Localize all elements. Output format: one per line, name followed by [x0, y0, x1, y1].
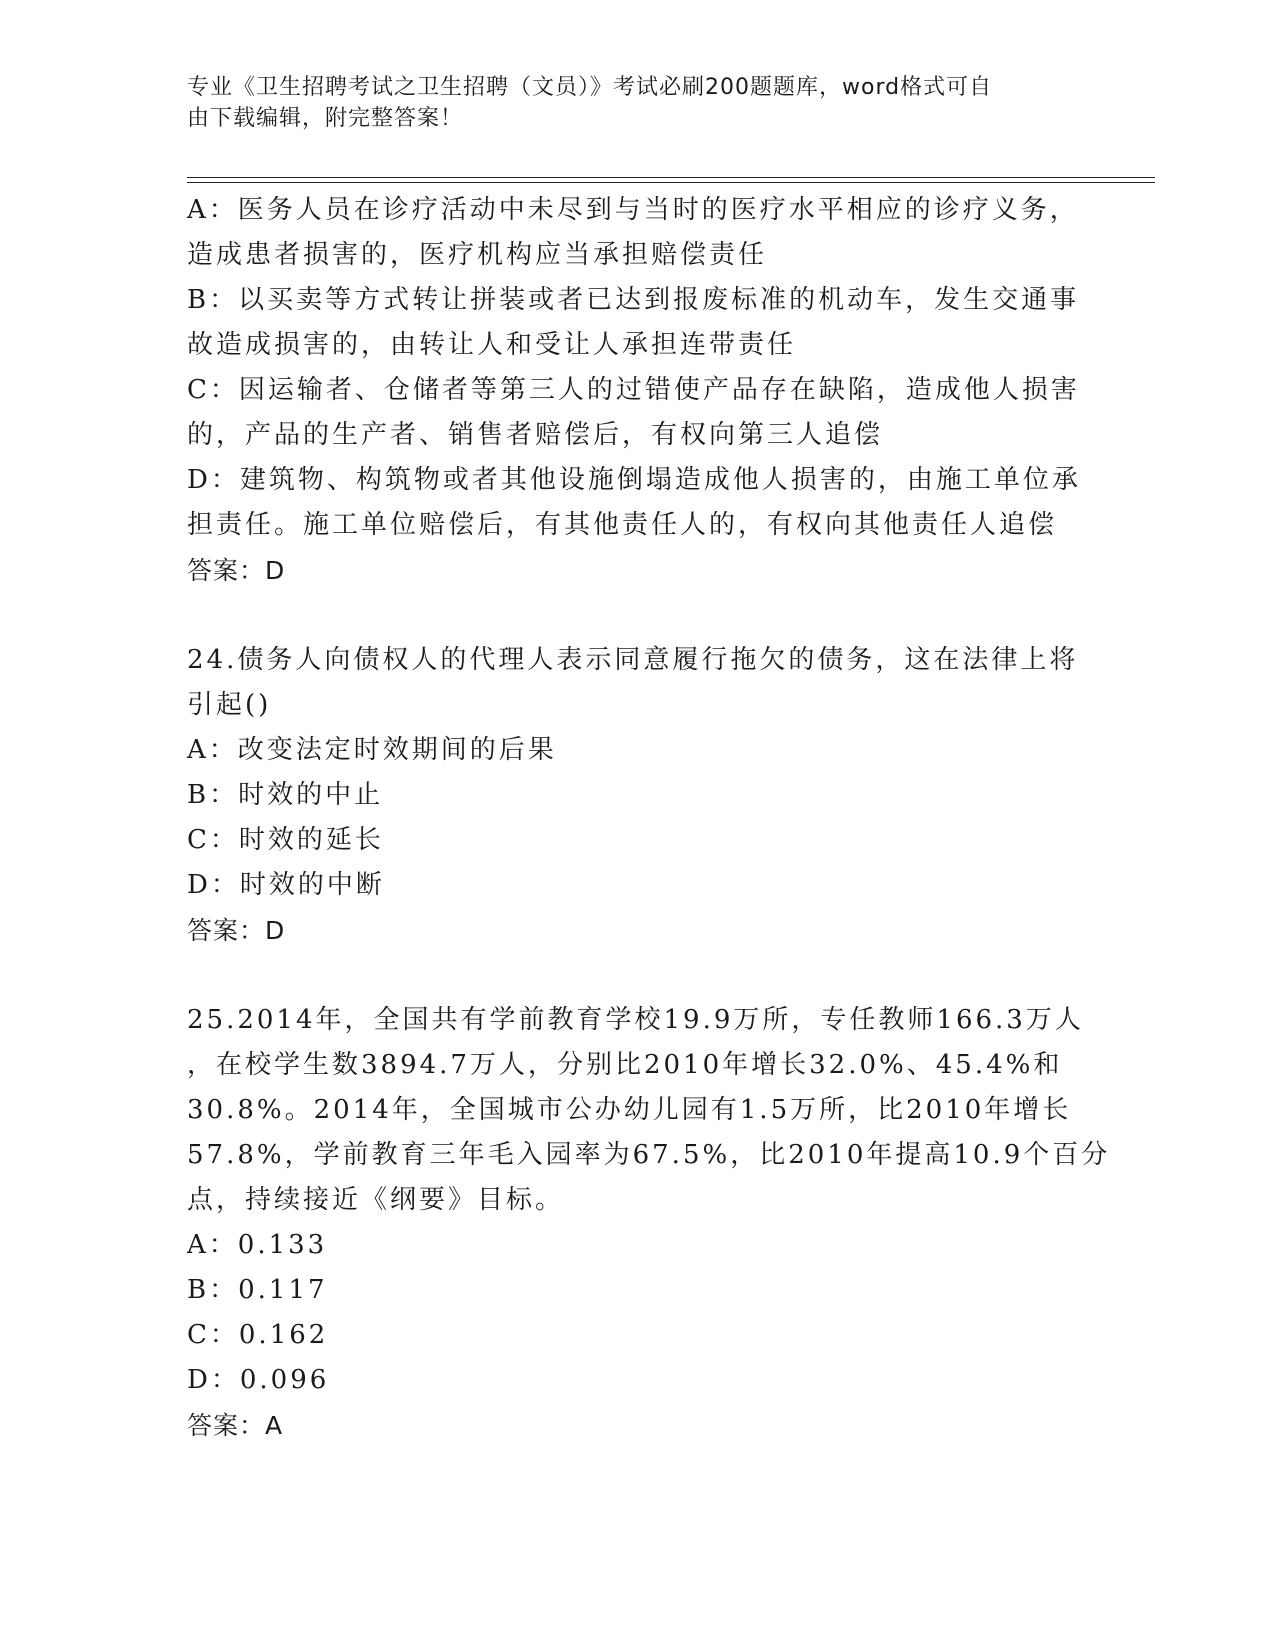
question-stem-line-5: 点，持续接近《纲要》目标。	[187, 1185, 565, 1215]
answer-line: 答案：A	[187, 1411, 284, 1440]
question-23	[187, 188, 1087, 594]
option-d-line-1: D：建筑物、构筑物或者其他设施倒塌造成他人损害的，由施工单位承	[187, 465, 1081, 495]
option-b	[187, 278, 1087, 368]
spacer	[187, 594, 1087, 638]
option-d-line-2: 担责任。施工单位赔偿后，有其他责任人的，有权向其他责任人追偿	[187, 510, 1058, 540]
option-a	[187, 188, 1087, 278]
option-a: A：0.133	[187, 1230, 328, 1260]
question-stem-line-1: 24.债务人向债权人的代理人表示同意履行拖欠的债务，这在法律上将	[187, 645, 1079, 675]
option-a-line-1: A：医务人员在诊疗活动中未尽到与当时的医疗水平相应的诊疗义务，	[187, 195, 1079, 225]
option-c: C：时效的延长	[187, 825, 384, 855]
spacer	[187, 954, 1087, 998]
option-b-line-2: 故造成损害的，由转让人和受让人承担连带责任	[187, 330, 797, 360]
option-d	[187, 458, 1087, 548]
question-stem-line-1: 25.2014年，全国共有学前教育学校19.9万所，专任教师166.3万人	[187, 1005, 1084, 1035]
option-a-line-2: 造成患者损害的，医疗机构应当承担赔偿责任	[187, 240, 768, 270]
option-c	[187, 368, 1087, 458]
option-c-line-2: 的，产品的生产者、销售者赔偿后，有权向第三人追偿	[187, 420, 884, 450]
question-stem-line-3: 30.8%。2014年，全国城市公办幼儿园有1.5万所，比2010年增长	[187, 1095, 1072, 1125]
header-divider-top	[187, 177, 1155, 178]
option-b: B：0.117	[187, 1275, 328, 1305]
answer-line: 答案：D	[187, 916, 286, 945]
option-a: A：改变法定时效期间的后果	[187, 735, 557, 765]
question-25	[187, 998, 1111, 1449]
option-d: D：0.096	[187, 1365, 330, 1395]
question-stem-line-4: 57.8%，学前教育三年毛入园率为67.5%，比2010年提高10.9个百分	[187, 1140, 1111, 1170]
answer-line: 答案：D	[187, 556, 286, 585]
question-stem-line-2: ，在校学生数3894.7万人，分别比2010年增长32.0%、45.4%和	[187, 1050, 1063, 1080]
header-line-1: 专业《卫生招聘考试之卫生招聘（文员）》考试必刷200题题库，word格式可自	[187, 75, 993, 100]
header-divider-bottom	[187, 182, 1155, 183]
header-line-2: 由下载编辑，附完整答案！	[187, 106, 464, 131]
option-b-line-1: B：以买卖等方式转让拼装或者已达到报废标准的机动车，发生交通事	[187, 285, 1080, 315]
option-c: C：0.162	[187, 1320, 329, 1350]
document-body	[187, 188, 1111, 1449]
option-d: D：时效的中断	[187, 870, 385, 900]
option-b: B：时效的中止	[187, 780, 384, 810]
option-c-line-1: C：因运输者、仓储者等第三人的过错使产品存在缺陷，造成他人损害	[187, 375, 1080, 405]
question-24	[187, 638, 1087, 954]
question-stem-line-2: 引起()	[187, 690, 272, 720]
document-header	[187, 72, 1067, 134]
